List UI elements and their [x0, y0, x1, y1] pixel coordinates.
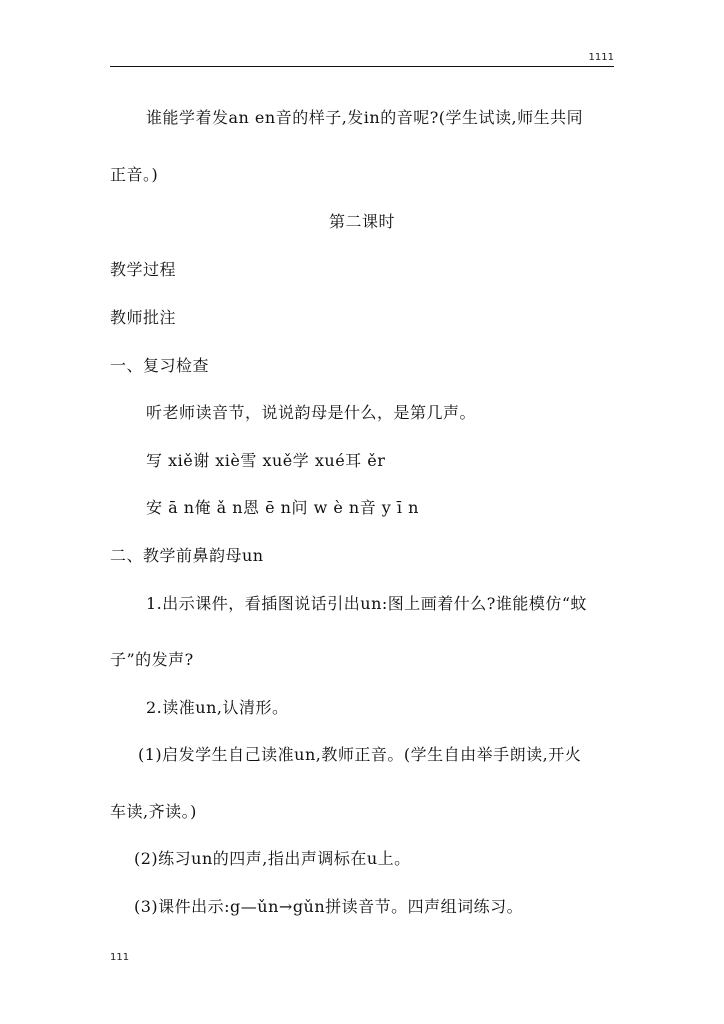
paragraph-line: 听老师读音节，说说韵母是什么，是第几声。 — [146, 403, 477, 422]
pinyin-line: 写 xiě谢 xiè雪 xuě学 xué耳 ěr — [146, 451, 386, 470]
header-page-number: 1111 — [588, 52, 614, 63]
paragraph-line: (2)练习un的四声,指出声调标在u上。 — [134, 849, 411, 868]
paragraph-line: 正音。) — [110, 165, 159, 184]
header-rule — [110, 66, 614, 67]
pinyin-line: 安 ā n俺 ǎ n恩 ē n问 w è n音 y ī n — [146, 498, 419, 517]
footer-page-number: 111 — [110, 952, 130, 963]
section-heading: 一、复习检查 — [110, 356, 210, 375]
heading: 教学过程 — [110, 260, 177, 279]
paragraph-line: 谁能学着发an en音的样子,发in的音呢?(学生试读,师生共同 — [146, 108, 584, 127]
paragraph-line: (1)启发学生自己读准un,教师正音。(学生自由举手朗读,开火 — [138, 745, 582, 764]
paragraph-line: 1.出示课件，看插图说话引出un:图上画着什么?谁能模仿“蚊 — [146, 594, 588, 613]
section-heading: 二、教学前鼻韵母un — [110, 546, 264, 565]
heading: 教师批注 — [110, 308, 177, 327]
paragraph-line: 2.读准un,认清形。 — [146, 698, 289, 717]
paragraph-line: (3)课件出示:g—ǔn→gǔn拼读音节。四声组词练习。 — [134, 897, 524, 916]
paragraph-line: 车读,齐读。) — [110, 802, 197, 821]
paragraph-line: 子”的发声? — [110, 650, 194, 669]
section-title: 第二课时 — [328, 212, 395, 231]
